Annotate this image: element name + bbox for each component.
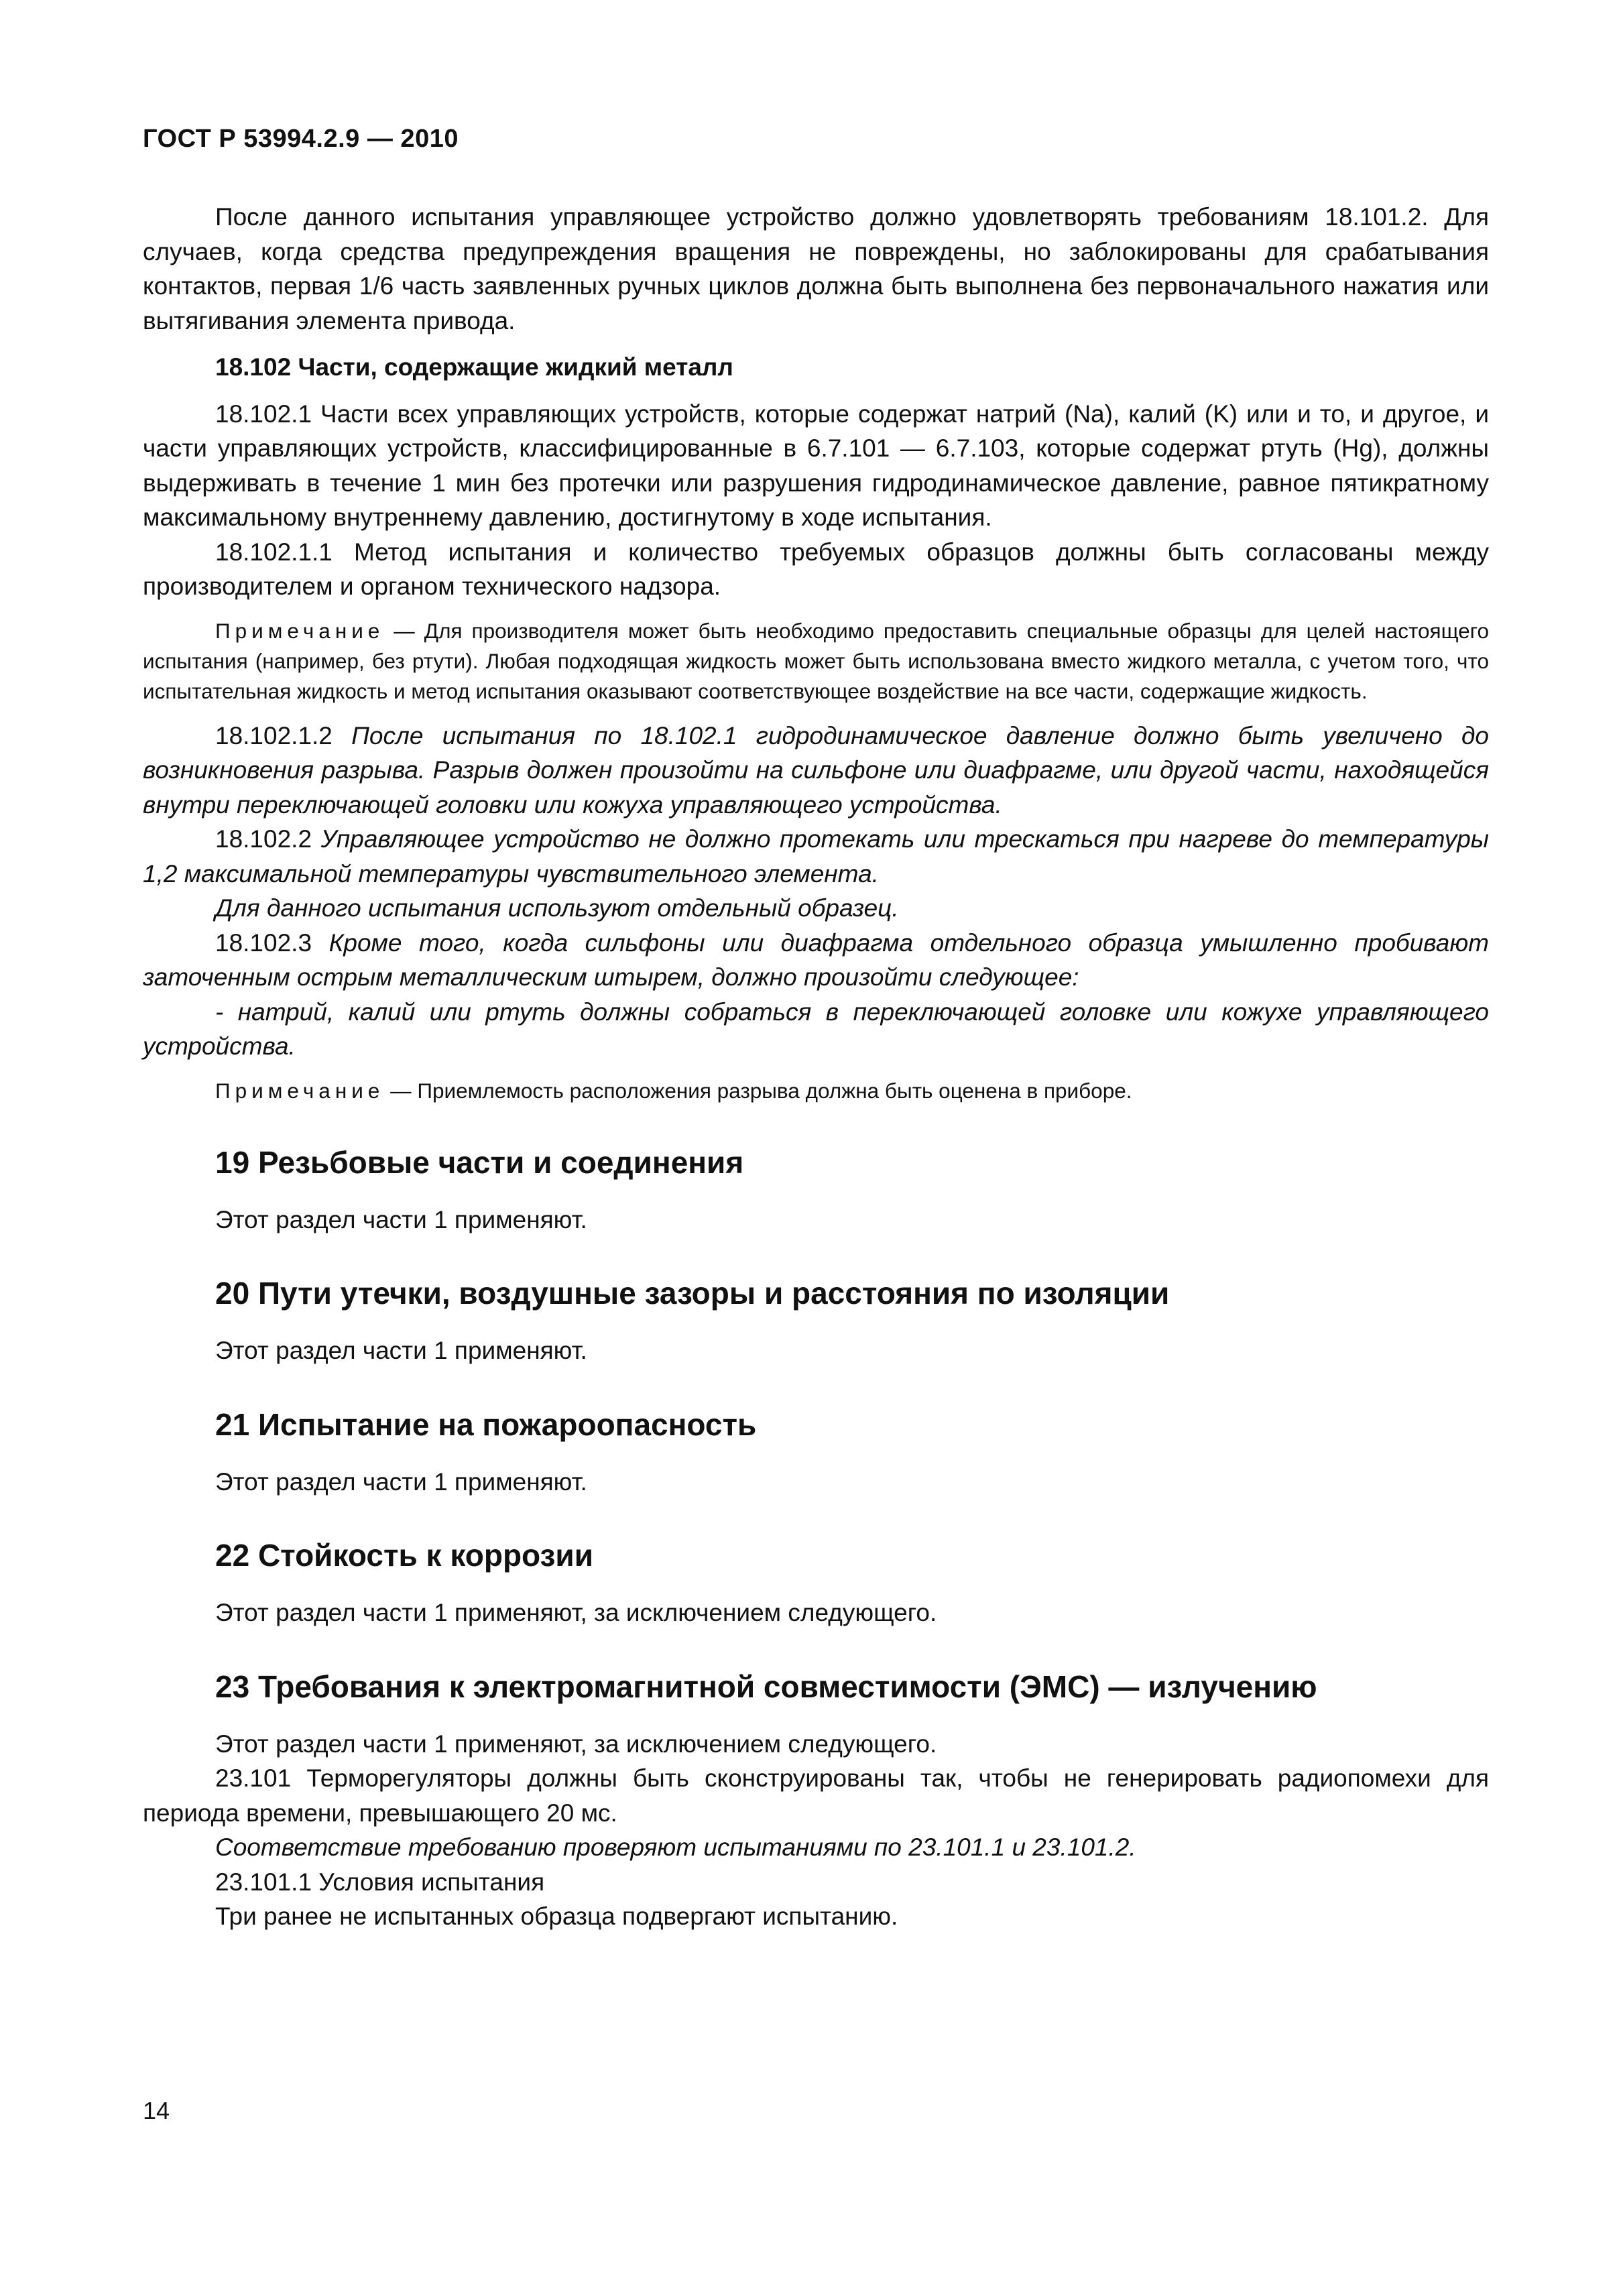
clause-text: Кроме того, когда сильфоны или диафрагма отдельного образца умышленно пробивают заточенным острым металлическим штырем, должно произойти следующее: — [143, 928, 1490, 991]
clause-number: 18.102.1.2 — [215, 721, 352, 749]
document-header: ГОСТ Р 53994.2.9 — 2010 — [143, 125, 459, 153]
note-1 — [143, 616, 1489, 707]
section-20-title: 20 Пути утечки, воздушные зазоры и расстояния по изоляции — [215, 1276, 1170, 1311]
note-text: — Для производителя может быть необходимо предоставить специальные образцы для целей настоящего испытания (например, без ртути). Любая подходящая жидкость может быть использована вместо жидкого металла, с учетом того, что испытательная жидкость и метод испытания оказывают соответствующее воздействие на все части, содержащие жидкость. — [143, 618, 1489, 703]
section-23-title: 23 Требования к электромагнитной совместимости (ЭМС) — излучению — [215, 1669, 1317, 1704]
note-text: — Приемлемость расположения разрыва должна быть оценена в приборе. — [384, 1078, 1132, 1103]
note-label: Примечание — [215, 618, 385, 643]
clause-number: 18.102.3 — [215, 928, 329, 957]
paragraph-18-102-3 — [143, 926, 1489, 995]
section-23-text: Этот раздел части 1 применяют, за исключением следующего. — [215, 1730, 937, 1758]
paragraph-18-102-1-2 — [143, 719, 1489, 823]
paragraph-18-102-3-item: - натрий, калий или ртуть должны собраться в переключающей головке или кожухе управляющего устройства. — [143, 998, 1489, 1060]
paragraph-18-102-1-1: 18.102.1.1 Метод испытания и количество требуемых образцов должны быть согласованы между производителем и органом технического надзора. — [143, 538, 1489, 600]
section-20-text: Этот раздел части 1 применяют. — [215, 1337, 587, 1364]
note-2 — [143, 1076, 1489, 1106]
section-23-101-check: Соответствие требованию проверяют испытаниями по 23.101.1 и 23.101.2. — [215, 1833, 1136, 1861]
section-23-101-1: 23.101.1 Условия испытания — [215, 1868, 545, 1896]
document-body — [143, 200, 1489, 1934]
section-19-title: 19 Резьбовые части и соединения — [215, 1144, 744, 1180]
paragraph-test-requirements: После данного испытания управляющее устройство должно удовлетворять требованиям 18.101.2. Для случаев, когда средства предупреждения вращения не повреждены, но заблокированы для срабатывания контактов, первая 1/6 часть заявленных ручных циклов должна быть выполнена без первоначального нажатия или вытягивания элемента привода. — [143, 203, 1489, 335]
section-18-102-title: 18.102 Части, содержащие жидкий металл — [215, 353, 733, 381]
section-19-text: Этот раздел части 1 применяют. — [215, 1205, 587, 1233]
clause-number: 18.102.2 — [215, 825, 321, 853]
section-22-title: 22 Стойкость к коррозии — [215, 1538, 593, 1573]
paragraph-18-102-2-sample: Для данного испытания используют отдельный образец. — [215, 894, 899, 922]
clause-text: После испытания по 18.102.1 гидродинамическое давление должно быть увеличено до возникновения разрыва. Разрыв должен произойти на сильфоне или диафрагме, или другой части, находящейся внутри переключающей головки или кожуха управляющего устройства. — [143, 721, 1489, 819]
section-23-101-1-text: Три ранее не испытанных образца подвергают испытанию. — [215, 1902, 898, 1930]
clause-text: Управляющее устройство не должно протекать или трескаться при нагреве до температуры 1,2 максимальной температуры чувствительного элемента. — [143, 825, 1489, 888]
section-21-title: 21 Испытание на пожароопасность — [215, 1406, 757, 1442]
paragraph-18-102-2 — [143, 822, 1489, 891]
section-23-101: 23.101 Терморегуляторы должны быть сконструированы так, чтобы не генерировать радиопомехи для периода времени, превышающего 20 мс. — [143, 1764, 1489, 1827]
page-number: 14 — [143, 2097, 170, 2124]
section-22-text: Этот раздел части 1 применяют, за исключением следующего. — [215, 1599, 937, 1626]
note-label: Примечание — [215, 1078, 385, 1103]
paragraph-18-102-1: 18.102.1 Части всех управляющих устройств, которые содержат натрий (Na), калий (K) или и то, и другое, и части управляющих устройств, классифицированные в 6.7.101 — 6.7.103, которые содержат ртуть (Hg), должны выдерживать в течение 1 мин без протечки или разрушения гидродинамическое давление, равное пятикратному максимальному внутреннему давлению, достигнутому в ходе испытания. — [143, 400, 1489, 531]
section-21-text: Этот раздел части 1 применяют. — [215, 1467, 587, 1496]
